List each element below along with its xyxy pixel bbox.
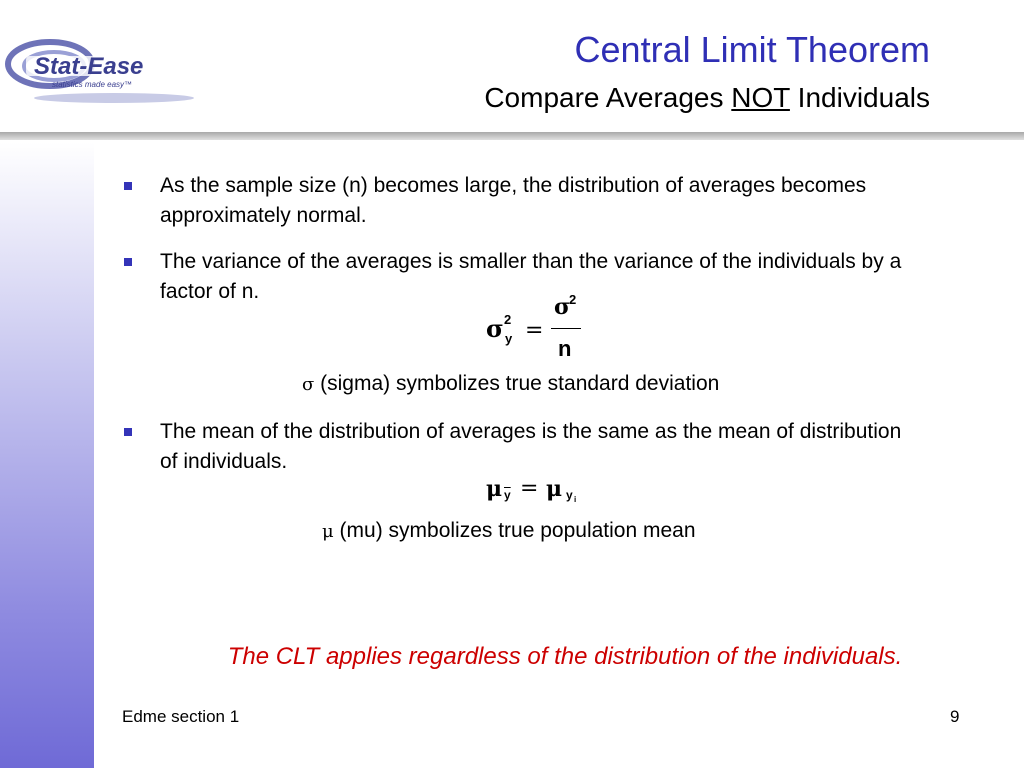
logo-wordmark: Stat-Ease bbox=[34, 53, 144, 80]
left-gradient-band bbox=[0, 142, 94, 768]
footer-section-label: Edme section 1 bbox=[122, 707, 240, 726]
eq1-numerator-superscript: 2 bbox=[569, 292, 577, 307]
sigma-note bbox=[302, 371, 719, 398]
sigma-symbol: σ bbox=[302, 374, 315, 395]
subtitle-prefix: Compare Averages bbox=[484, 82, 732, 113]
fraction-bar bbox=[551, 328, 581, 329]
eq2-rhs-mu: μ bbox=[546, 476, 563, 502]
slide-title: Central Limit Theorem bbox=[574, 29, 930, 70]
stat-ease-logo bbox=[4, 36, 194, 106]
eq2-lhs-mu: μ bbox=[486, 476, 503, 502]
slide-subtitle bbox=[484, 82, 930, 114]
header-divider bbox=[0, 132, 1024, 140]
page-number: 9 bbox=[950, 707, 960, 726]
subtitle-underlined-word: NOT bbox=[731, 82, 790, 113]
eq1-numerator-sigma: σ bbox=[554, 294, 571, 320]
eq2-rhs-subsubscript: i bbox=[574, 495, 577, 504]
eq2-lhs-subscript: $\overline{y}$ bbox=[504, 488, 511, 502]
logo-tagline: statistics made easy™ bbox=[52, 80, 133, 89]
eq2-equals: = bbox=[520, 476, 539, 501]
eq1-equals: = bbox=[525, 318, 544, 343]
bullet-square-icon bbox=[124, 182, 132, 190]
bullet-square-icon bbox=[124, 428, 132, 436]
eq1-lhs-superscript: 2 bbox=[504, 312, 512, 327]
bullet-text: As the sample size (n) becomes large, the distribution of averages becomes approximately normal. bbox=[160, 174, 867, 227]
mu-note bbox=[322, 518, 696, 545]
mu-note-text: (mu) symbolizes true population mean bbox=[333, 519, 696, 542]
mu-symbol: μ bbox=[322, 521, 334, 542]
bullet-text: The variance of the averages is smaller than the variance of the individuals by a factor of n. bbox=[160, 250, 902, 303]
bullet-text: The mean of the distribution of averages is the same as the mean of distribution of individuals. bbox=[160, 420, 902, 473]
subtitle-suffix: Individuals bbox=[789, 82, 930, 113]
bullet-square-icon bbox=[124, 258, 132, 266]
clt-emphasis-statement: The CLT applies regardless of the distribution of the individuals. bbox=[227, 643, 903, 670]
eq1-lhs-subscript: y bbox=[505, 331, 513, 346]
eq1-lhs-sigma: σ bbox=[486, 314, 504, 343]
sigma-note-text: (sigma) symbolizes true standard deviation bbox=[314, 372, 720, 395]
eq1-denominator: n bbox=[558, 336, 572, 361]
eq2-rhs-subscript: y bbox=[566, 488, 573, 502]
